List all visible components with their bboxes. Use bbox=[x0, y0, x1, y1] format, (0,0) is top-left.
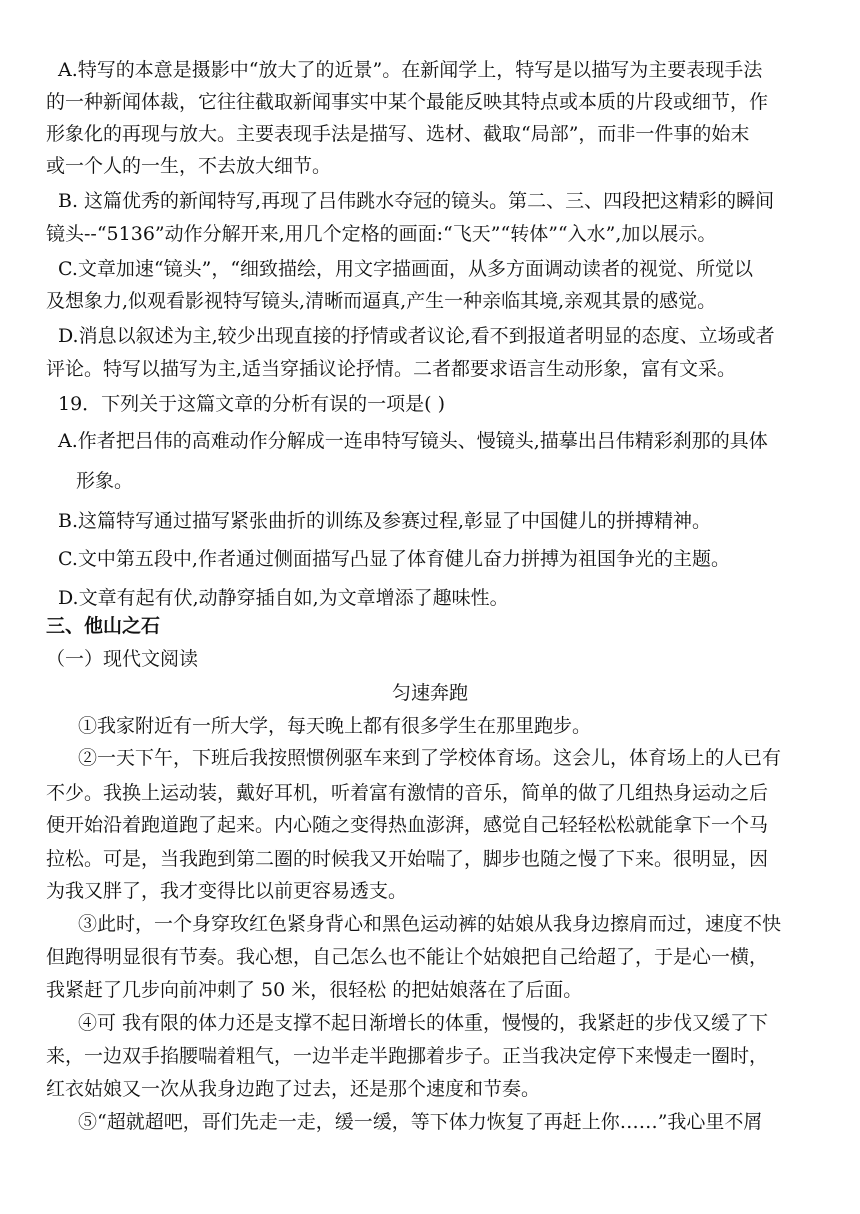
q19-option-a-line-2: 形象。 bbox=[76, 470, 134, 492]
paragraph-2-line-5: 为我又胖了，我才变得比以前更容易透支。 bbox=[46, 880, 408, 902]
paragraph-5-line-1: ⑤“超就超吧，哥们先走一走，缓一缓，等下体力恢复了再赶上你……”我心里不屑 bbox=[78, 1111, 763, 1133]
paragraph-2-line-3: 便开始沿着跑道跑了起来。内心随之变得热血澎湃，感觉自己轻轻松松就能拿下一个马 bbox=[46, 814, 769, 836]
question-19-stem: 19．下列关于这篇文章的分析有误的一项是( ) bbox=[58, 393, 446, 415]
article-title: 匀速奔跑 bbox=[391, 682, 468, 704]
option-b-line-2: 镜头--“5136”动作分解开来,用几个定格的画面:“飞天”“转体”“入水”,加以展示。 bbox=[46, 223, 717, 245]
q19-option-d: D.文章有起有伏,动静穿插自如,为文章增添了趣味性。 bbox=[58, 587, 509, 609]
option-a-line-3: 形象化的再现与放大。主要表现手法是描写、选材、截取“局部”，而非一件事的始末 bbox=[46, 123, 750, 145]
option-d-line-2: 评论。特写以描写为主,适当穿插议论抒情。二者都要求语言生动形象，富有文采。 bbox=[46, 358, 737, 380]
paragraph-2-line-1: ②一天下午，下班后我按照惯例驱车来到了学校体育场。这会儿，体育场上的人已有 bbox=[78, 747, 782, 769]
paragraph-4-line-3: 红衣姑娘又一次从我身边跑了过去，还是那个速度和节奏。 bbox=[46, 1078, 541, 1100]
paragraph-3-line-1: ③此时，一个身穿玫红色紧身背心和黑色运动裤的姑娘从我身边擦肩而过，速度不快 bbox=[78, 913, 782, 935]
option-a-line-1: A.特写的本意是摄影中“放大了的近景”。在新闻学上，特写是以描写为主要表现手法 bbox=[58, 59, 763, 81]
section-heading: 三、他山之石 bbox=[46, 615, 161, 637]
paragraph-3-line-3: 我紧赶了几步向前冲刺了 50 米，很轻松 的把姑娘落在了后面。 bbox=[46, 979, 583, 1001]
paragraph-4-line-1: ④可 我有限的体力还是支撑不起日渐增长的体重，慢慢的，我紧赶的步伐又缓了下 bbox=[78, 1012, 769, 1034]
option-d-line-1: D.消息以叙述为主,较少出现直接的抒情或者议论,看不到报道者明显的态度、立场或者 bbox=[58, 325, 775, 347]
q19-option-a-line-1: A.作者把吕伟的高难动作分解成一连串特写镜头、慢镜头,描摹出吕伟精彩刹那的具体 bbox=[58, 430, 768, 452]
option-c-line-1: C.文章加速“镜头”，“细致描绘，用文字描画面，从多方面调动读者的视觉、所觉以 bbox=[58, 258, 754, 280]
paragraph-2-line-4: 拉松。可是，当我跑到第二圈的时候我又开始喘了，脚步也随之慢了下来。很明显，因 bbox=[46, 848, 769, 870]
paragraph-1: ①我家附近有一所大学，每天晚上都有很多学生在那里跑步。 bbox=[78, 715, 592, 737]
option-b-line-1: B. 这篇优秀的新闻特写,再现了吕伟跳水夺冠的镜头。第二、三、四段把这精彩的瞬间 bbox=[58, 190, 775, 212]
option-c-line-2: 及想象力,似观看影视特写镜头,清晰而逼真,产生一种亲临其境,亲观其景的感觉。 bbox=[46, 290, 717, 312]
paragraph-4-line-2: 来，一边双手掐腰喘着粗气，一边半走半跑挪着步子。正当我决定停下来慢走一圈时， bbox=[46, 1045, 769, 1067]
paragraph-3-line-2: 但跑得明显很有节奏。我心想，自己怎么也不能让个姑娘把自己给超了，于是心一横， bbox=[46, 946, 769, 968]
option-a-line-2: 的一种新闻体裁，它往往截取新闻事实中某个最能反映其特点或本质的片段或细节，作 bbox=[46, 91, 769, 113]
subsection-heading: （一）现代文阅读 bbox=[46, 648, 199, 670]
option-a-line-4: 或一个人的一生，不去放大细节。 bbox=[46, 155, 332, 177]
q19-option-b: B.这篇特写通过描写紧张曲折的训练及参赛过程,彰显了中国健儿的拼搏精神。 bbox=[58, 510, 712, 532]
q19-option-c: C.文中第五段中,作者通过侧面描写凸显了体育健儿奋力拼搏为祖国争光的主题。 bbox=[58, 548, 730, 570]
paragraph-2-line-2: 不少。我换上运动装，戴好耳机，听着富有激情的音乐，简单的做了几组热身运动之后 bbox=[46, 782, 769, 804]
